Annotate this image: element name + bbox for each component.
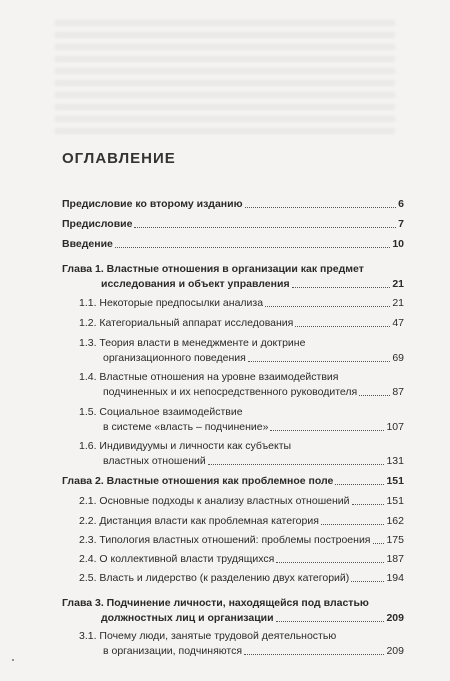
toc-entry-text-line1: 1.6. Индивидуумы и личности как субъекты: [79, 440, 292, 452]
dot-leader: [248, 361, 390, 362]
toc-entry-section-1-4: [79, 370, 404, 400]
toc-entry-text-line1: Глава 1. Властные отношения в организации как предмет: [62, 263, 364, 275]
toc-entry-section-1-6: [79, 439, 404, 469]
toc-entry-text-line2: исследования и объект управления: [101, 278, 290, 290]
toc-entry-section-1-1: [79, 296, 404, 311]
toc-entry-text: Глава 2. Властные отношения как проблемное поле: [62, 475, 334, 487]
toc-entry-section-2-4: [79, 552, 404, 567]
dot-leader: [276, 621, 385, 622]
dot-leader: [115, 247, 390, 248]
toc-page-number: 21: [392, 297, 404, 309]
toc-entry-section-2-2: [79, 514, 404, 529]
toc-entry-text-line1: 1.5. Социальное взаимодействие: [79, 406, 243, 418]
toc-entry-preface-second-edition: [62, 197, 404, 212]
dot-leader: [352, 504, 385, 505]
toc-page-number: 209: [386, 645, 404, 657]
page-speck: [12, 659, 14, 661]
toc-page-number: 69: [392, 352, 404, 364]
toc-entry-text-line2: властных отношений: [103, 455, 206, 467]
dot-leader: [265, 306, 390, 307]
toc-page-number: 10: [392, 238, 404, 250]
toc-page-number: 194: [386, 572, 404, 584]
toc-entry-text-line1: 1.3. Теория власти в менеджменте и доктрине: [79, 337, 306, 349]
toc-entry-introduction: [62, 237, 404, 252]
toc-entry-section-2-1: [79, 494, 404, 509]
dot-leader: [134, 227, 396, 228]
toc-page-number: 107: [386, 421, 404, 433]
toc-page-number: 131: [386, 455, 404, 467]
toc-entry-section-2-5: [79, 571, 404, 586]
dot-leader: [359, 395, 390, 396]
toc-page-number: 187: [386, 553, 404, 565]
toc-entry-text: 2.2. Дистанция власти как проблемная категория: [79, 515, 319, 527]
toc-entry-text: 2.4. О коллективной власти трудящихся: [79, 553, 275, 565]
toc-entry-text-line1: 1.4. Властные отношения на уровне взаимодействия: [79, 371, 339, 383]
toc-page-number: 209: [386, 612, 404, 624]
toc-entry-text: Предисловие ко второму изданию: [62, 198, 243, 210]
dot-leader: [244, 654, 384, 655]
toc-page-number: 175: [386, 534, 404, 546]
toc-entry-chapter-3: [62, 596, 404, 626]
toc-entry-text-line1: Глава 3. Подчинение личности, находящейся под властью: [62, 597, 369, 609]
dot-leader: [321, 524, 385, 525]
dot-leader: [292, 287, 391, 288]
dot-leader: [373, 543, 385, 544]
toc-entry-section-3-1: [79, 629, 404, 659]
toc-entry-section-2-3: [79, 533, 404, 548]
toc-title: ОГЛАВЛЕНИЕ: [62, 150, 176, 167]
toc-entry-text: 2.1. Основные подходы к анализу властных отношений: [79, 495, 350, 507]
toc-page-number: 47: [392, 317, 404, 329]
toc-entry-text: Введение: [62, 238, 113, 250]
toc-entry-text-line2: организационного поведения: [103, 352, 246, 364]
toc-entry-section-1-2: [79, 316, 404, 331]
toc-page-number: 7: [398, 218, 404, 230]
toc-page-number: 21: [392, 278, 404, 290]
toc-entry-text: 2.3. Типология властных отношений: проблемы построения: [79, 534, 371, 546]
dot-leader: [351, 581, 384, 582]
dot-leader: [335, 484, 384, 485]
toc-page-number: 162: [386, 515, 404, 527]
toc-entry-chapter-1: [62, 262, 404, 292]
toc-entry-text-line2: подчиненных и их непосредственного руководителя: [103, 386, 358, 398]
toc-entry-text: 1.2. Категориальный аппарат исследования: [79, 317, 294, 329]
toc-entry-text: Предисловие: [62, 218, 133, 230]
toc-entry-chapter-2: [62, 474, 404, 489]
toc-entry-section-1-3: [79, 336, 404, 366]
toc-entry-text-line2: должностных лиц и организации: [101, 612, 274, 624]
toc-entry-preface: [62, 217, 404, 232]
dot-leader: [270, 430, 384, 431]
toc-entry-text-line2: в системе «власть – подчинение»: [103, 421, 269, 433]
dot-leader: [276, 562, 384, 563]
dot-leader: [295, 326, 390, 327]
toc-page-number: 151: [386, 475, 404, 487]
toc-entry-section-1-5: [79, 405, 404, 435]
dot-leader: [208, 464, 385, 465]
toc-page-number: 151: [386, 495, 404, 507]
toc-page-number: 87: [392, 386, 404, 398]
bleed-through-text: [55, 20, 395, 140]
toc-entry-text-line2: в организации, подчиняются: [103, 645, 243, 657]
toc-page-number: 6: [398, 198, 404, 210]
toc-entry-text-line1: 3.1. Почему люди, занятые трудовой деятельностью: [79, 630, 337, 642]
dot-leader: [245, 207, 397, 208]
toc-entry-text: 2.5. Власть и лидерство (к разделению двух категорий): [79, 572, 350, 584]
toc-entry-text: 1.1. Некоторые предпосылки анализа: [79, 297, 264, 309]
